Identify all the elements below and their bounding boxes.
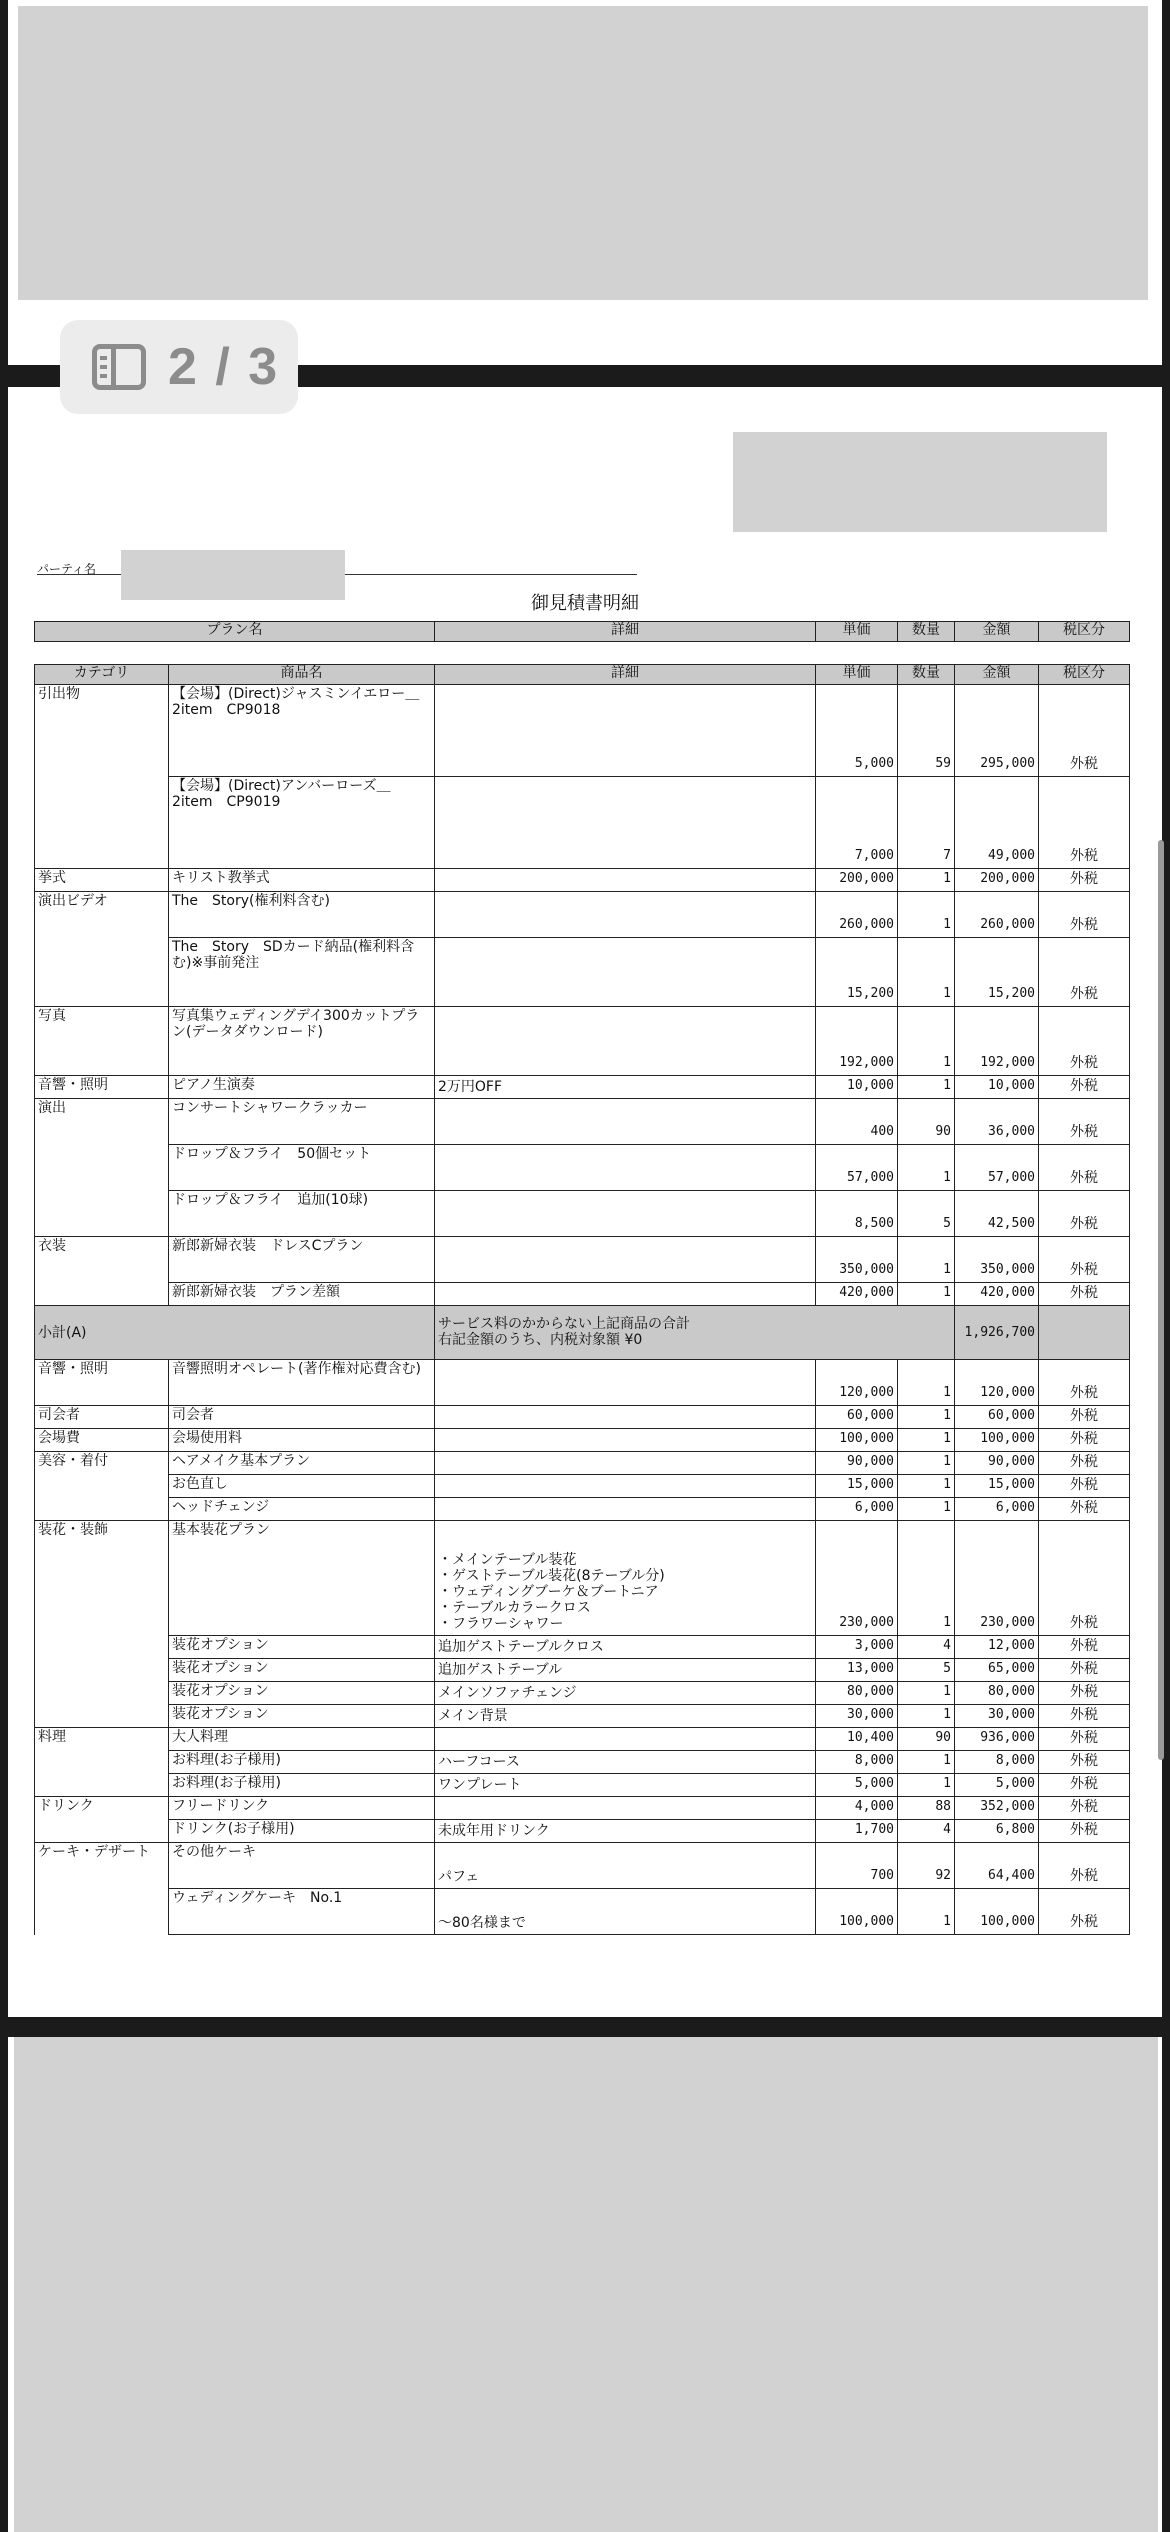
item-name-cell: コンサートシャワークラッカー — [169, 1099, 435, 1145]
plan-header-cell: 詳細 — [435, 622, 816, 642]
quantity-cell: 5 — [898, 1659, 955, 1682]
quantity-cell: 1 — [898, 1076, 955, 1099]
category-cell: ケーキ・デザート — [35, 1843, 169, 1889]
item-name-cell: 大人料理 — [169, 1728, 435, 1751]
sidebar-icon — [92, 344, 146, 390]
detail-cell: 未成年用ドリンク — [435, 1820, 816, 1843]
amount-cell: 6,000 — [955, 1498, 1039, 1521]
category-cell: 装花・装飾 — [35, 1521, 169, 1636]
tax-type-cell: 外税 — [1039, 1797, 1130, 1820]
category-cell: 引出物 — [35, 685, 169, 777]
unit-price-cell: 5,000 — [816, 1774, 898, 1797]
unit-price-cell: 80,000 — [816, 1682, 898, 1705]
amount-cell: 192,000 — [955, 1007, 1039, 1076]
table-row — [35, 1429, 1130, 1452]
table-row — [35, 1099, 1130, 1145]
category-cell: 音響・照明 — [35, 1360, 169, 1406]
redacted-area — [733, 432, 1107, 532]
table-row — [35, 1406, 1130, 1429]
table-row — [35, 1728, 1130, 1751]
table-row — [35, 1751, 1130, 1774]
category-cell: 料理 — [35, 1728, 169, 1751]
table-row — [35, 1145, 1130, 1191]
amount-cell: 6,800 — [955, 1820, 1039, 1843]
document-page — [8, 387, 1162, 2017]
quantity-cell: 1 — [898, 892, 955, 938]
detail-cell: 2万円OFF — [435, 1076, 816, 1099]
category-cell — [35, 1705, 169, 1728]
item-name-cell: 会場使用料 — [169, 1429, 435, 1452]
estimate-table — [34, 664, 1130, 1935]
tax-type-cell: 外税 — [1039, 1889, 1130, 1935]
unit-price-cell: 10,000 — [816, 1076, 898, 1099]
tax-type-cell: 外税 — [1039, 1475, 1130, 1498]
table-row — [35, 1682, 1130, 1705]
item-name-cell: お色直し — [169, 1475, 435, 1498]
item-name-cell: 新郎新婦衣装 プラン差額 — [169, 1283, 435, 1306]
amount-cell: 200,000 — [955, 869, 1039, 892]
table-row — [35, 1076, 1130, 1099]
quantity-cell: 1 — [898, 1145, 955, 1191]
amount-cell: 60,000 — [955, 1406, 1039, 1429]
category-cell: 写真 — [35, 1007, 169, 1076]
tax-type-cell: 外税 — [1039, 869, 1130, 892]
plan-header-cell: 金額 — [955, 622, 1039, 642]
table-row — [35, 1191, 1130, 1237]
plan-header-cell: プラン名 — [35, 622, 435, 642]
amount-cell: 120,000 — [955, 1360, 1039, 1406]
unit-price-cell: 5,000 — [816, 685, 898, 777]
category-cell — [35, 1659, 169, 1682]
table-row — [35, 1498, 1130, 1521]
unit-price-cell: 350,000 — [816, 1237, 898, 1283]
item-name-cell: 基本装花プラン — [169, 1521, 435, 1636]
tax-type-cell: 外税 — [1039, 1774, 1130, 1797]
unit-price-cell: 120,000 — [816, 1360, 898, 1406]
detail-cell — [435, 1145, 816, 1191]
tax-type-cell: 外税 — [1039, 1498, 1130, 1521]
unit-price-cell: 420,000 — [816, 1283, 898, 1306]
unit-price-cell: 8,500 — [816, 1191, 898, 1237]
amount-cell: 80,000 — [955, 1682, 1039, 1705]
table-row — [35, 1452, 1130, 1475]
tax-type-cell: 外税 — [1039, 1682, 1130, 1705]
unit-price-cell: 230,000 — [816, 1521, 898, 1636]
tax-type-cell: 外税 — [1039, 1636, 1130, 1659]
amount-cell: 230,000 — [955, 1521, 1039, 1636]
tax-type-cell: 外税 — [1039, 1145, 1130, 1191]
tax-type-cell: 外税 — [1039, 1705, 1130, 1728]
quantity-cell: 5 — [898, 1191, 955, 1237]
header-cell: 詳細 — [435, 665, 816, 685]
subtotal-label: 小計(A) — [35, 1306, 435, 1360]
tax-type-cell: 外税 — [1039, 1751, 1130, 1774]
detail-cell — [435, 892, 816, 938]
quantity-cell: 1 — [898, 1498, 955, 1521]
quantity-cell: 4 — [898, 1636, 955, 1659]
unit-price-cell: 192,000 — [816, 1007, 898, 1076]
unit-price-cell: 57,000 — [816, 1145, 898, 1191]
table-row — [35, 1659, 1130, 1682]
category-cell — [35, 1475, 169, 1498]
category-cell — [35, 1889, 169, 1935]
page-indicator[interactable] — [60, 320, 298, 414]
detail-cell: 追加ゲストテーブル — [435, 1659, 816, 1682]
tax-type-cell: 外税 — [1039, 1237, 1130, 1283]
detail-cell: ワンプレート — [435, 1774, 816, 1797]
amount-cell: 15,200 — [955, 938, 1039, 1007]
table-row — [35, 685, 1130, 777]
item-name-cell: 装花オプション — [169, 1682, 435, 1705]
item-name-cell: 音響照明オペレート(著作権対応費含む) — [169, 1360, 435, 1406]
category-cell: 司会者 — [35, 1406, 169, 1429]
item-name-cell: 装花オプション — [169, 1636, 435, 1659]
item-name-cell: ドロップ＆フライ 追加(10球) — [169, 1191, 435, 1237]
quantity-cell: 4 — [898, 1820, 955, 1843]
subtotal-amount: 1,926,700 — [955, 1306, 1039, 1360]
detail-cell: メインソファチェンジ — [435, 1682, 816, 1705]
category-cell: 会場費 — [35, 1429, 169, 1452]
quantity-cell: 1 — [898, 938, 955, 1007]
item-name-cell: 装花オプション — [169, 1659, 435, 1682]
detail-cell — [435, 938, 816, 1007]
amount-cell: 36,000 — [955, 1099, 1039, 1145]
unit-price-cell: 7,000 — [816, 777, 898, 869]
detail-cell — [435, 1283, 816, 1306]
tax-type-cell: 外税 — [1039, 1728, 1130, 1751]
tax-type-cell: 外税 — [1039, 1283, 1130, 1306]
unit-price-cell: 60,000 — [816, 1406, 898, 1429]
amount-cell: 260,000 — [955, 892, 1039, 938]
tax-type-cell: 外税 — [1039, 1360, 1130, 1406]
tax-type-cell: 外税 — [1039, 1191, 1130, 1237]
table-row — [35, 892, 1130, 938]
quantity-cell: 1 — [898, 1705, 955, 1728]
quantity-cell: 1 — [898, 1007, 955, 1076]
quantity-cell: 1 — [898, 869, 955, 892]
table-row — [35, 1889, 1130, 1935]
item-name-cell: The Story SDカード納品(権利料含む)※事前発注 — [169, 938, 435, 1007]
quantity-cell: 1 — [898, 1406, 955, 1429]
amount-cell: 15,000 — [955, 1475, 1039, 1498]
amount-cell: 12,000 — [955, 1636, 1039, 1659]
unit-price-cell: 4,000 — [816, 1797, 898, 1820]
quantity-cell: 1 — [898, 1751, 955, 1774]
detail-cell — [435, 1475, 816, 1498]
document-title: 御見積書明細 — [531, 593, 639, 614]
detail-cell: ハーフコース — [435, 1751, 816, 1774]
amount-cell: 65,000 — [955, 1659, 1039, 1682]
tax-type-cell: 外税 — [1039, 1076, 1130, 1099]
quantity-cell: 1 — [898, 1889, 955, 1935]
unit-price-cell: 260,000 — [816, 892, 898, 938]
category-cell — [35, 1636, 169, 1659]
tax-type-cell: 外税 — [1039, 1406, 1130, 1429]
category-cell: 美容・着付 — [35, 1452, 169, 1475]
amount-cell: 936,000 — [955, 1728, 1039, 1751]
quantity-cell: 1 — [898, 1521, 955, 1636]
quantity-cell: 7 — [898, 777, 955, 869]
amount-cell: 350,000 — [955, 1237, 1039, 1283]
tax-type-cell: 外税 — [1039, 1659, 1130, 1682]
tax-type-cell: 外税 — [1039, 938, 1130, 1007]
table-row — [35, 777, 1130, 869]
table-row — [35, 1636, 1130, 1659]
header-row — [35, 665, 1130, 685]
tax-type-cell: 外税 — [1039, 1429, 1130, 1452]
category-cell — [35, 1774, 169, 1797]
unit-price-cell: 30,000 — [816, 1705, 898, 1728]
item-name-cell: The Story(権利料含む) — [169, 892, 435, 938]
item-name-cell: 新郎新婦衣装 ドレスCプラン — [169, 1237, 435, 1283]
unit-price-cell: 6,000 — [816, 1498, 898, 1521]
amount-cell: 420,000 — [955, 1283, 1039, 1306]
subtotal-row — [35, 1306, 1130, 1360]
quantity-cell: 1 — [898, 1774, 955, 1797]
quantity-cell: 1 — [898, 1682, 955, 1705]
detail-cell — [435, 1099, 816, 1145]
amount-cell: 295,000 — [955, 685, 1039, 777]
header-cell: 税区分 — [1039, 665, 1130, 685]
amount-cell: 90,000 — [955, 1452, 1039, 1475]
detail-cell — [435, 869, 816, 892]
redacted-area — [18, 6, 1148, 300]
detail-cell — [435, 1191, 816, 1237]
item-name-cell: お料理(お子様用) — [169, 1774, 435, 1797]
item-name-cell: ドロップ＆フライ 50個セット — [169, 1145, 435, 1191]
header-cell: 数量 — [898, 665, 955, 685]
table-row — [35, 1007, 1130, 1076]
detail-cell — [435, 685, 816, 777]
category-cell — [35, 777, 169, 869]
category-cell: 音響・照明 — [35, 1076, 169, 1099]
tax-type-cell: 外税 — [1039, 777, 1130, 869]
unit-price-cell: 100,000 — [816, 1889, 898, 1935]
header-cell: 商品名 — [169, 665, 435, 685]
plan-header-cell: 税区分 — [1039, 622, 1130, 642]
unit-price-cell: 90,000 — [816, 1452, 898, 1475]
table-row — [35, 1774, 1130, 1797]
detail-cell — [435, 1237, 816, 1283]
amount-cell: 49,000 — [955, 777, 1039, 869]
plan-header-cell: 数量 — [898, 622, 955, 642]
item-name-cell: ウェディングケーキ No.1 — [169, 1889, 435, 1935]
table-row — [35, 938, 1130, 1007]
detail-cell — [435, 1498, 816, 1521]
item-name-cell: 写真集ウェディングデイ300カットプラン(データダウンロード) — [169, 1007, 435, 1076]
item-name-cell: ドリンク(お子様用) — [169, 1820, 435, 1843]
category-cell — [35, 1498, 169, 1521]
category-cell: 挙式 — [35, 869, 169, 892]
detail-cell — [435, 1007, 816, 1076]
header-cell: カテゴリ — [35, 665, 169, 685]
unit-price-cell: 400 — [816, 1099, 898, 1145]
item-name-cell: ヘアメイク基本プラン — [169, 1452, 435, 1475]
tax-type-cell: 外税 — [1039, 1099, 1130, 1145]
tax-type-cell: 外税 — [1039, 892, 1130, 938]
detail-cell — [435, 777, 816, 869]
amount-cell: 57,000 — [955, 1145, 1039, 1191]
category-cell: 演出ビデオ — [35, 892, 169, 938]
unit-price-cell: 15,000 — [816, 1475, 898, 1498]
item-name-cell: 【会場】(Direct)アンバーローズ＿2item CP9019 — [169, 777, 435, 869]
quantity-cell: 1 — [898, 1429, 955, 1452]
category-cell — [35, 1682, 169, 1705]
table-row — [35, 1283, 1130, 1306]
quantity-cell: 92 — [898, 1843, 955, 1889]
tax-type-cell: 外税 — [1039, 1007, 1130, 1076]
next-page — [8, 2037, 1162, 2532]
detail-cell: メイン背景 — [435, 1705, 816, 1728]
detail-cell: 追加ゲストテーブルクロス — [435, 1636, 816, 1659]
previous-page — [8, 0, 1162, 365]
unit-price-cell: 1,700 — [816, 1820, 898, 1843]
category-cell: ドリンク — [35, 1797, 169, 1820]
unit-price-cell: 200,000 — [816, 869, 898, 892]
table-row — [35, 1360, 1130, 1406]
table-row — [35, 1820, 1130, 1843]
detail-cell — [435, 1728, 816, 1751]
detail-cell: ・メインテーブル装花 ・ゲストテーブル装花(8テーブル分) ・ウェディングブーケ＆ブートニア ・テーブルカラークロス ・フラワーシャワー — [435, 1521, 816, 1636]
detail-cell — [435, 1406, 816, 1429]
header-cell: 金額 — [955, 665, 1039, 685]
amount-cell: 10,000 — [955, 1076, 1039, 1099]
category-cell — [35, 1191, 169, 1237]
tax-type-cell: 外税 — [1039, 1843, 1130, 1889]
table-row — [35, 869, 1130, 892]
header-cell: 単価 — [816, 665, 898, 685]
plan-table — [34, 621, 1130, 642]
item-name-cell: 【会場】(Direct)ジャスミンイエロー＿2item CP9018 — [169, 685, 435, 777]
detail-cell — [435, 1452, 816, 1475]
item-name-cell: キリスト教挙式 — [169, 869, 435, 892]
item-name-cell: フリードリンク — [169, 1797, 435, 1820]
detail-cell — [435, 1429, 816, 1452]
detail-cell: 〜80名様まで — [435, 1889, 816, 1935]
quantity-cell: 1 — [898, 1452, 955, 1475]
category-cell — [35, 1283, 169, 1306]
subtotal-tax-cell — [1039, 1306, 1130, 1360]
amount-cell: 64,400 — [955, 1843, 1039, 1889]
unit-price-cell: 700 — [816, 1843, 898, 1889]
quantity-cell: 1 — [898, 1283, 955, 1306]
amount-cell: 100,000 — [955, 1429, 1039, 1452]
tax-type-cell: 外税 — [1039, 1452, 1130, 1475]
scrollbar[interactable] — [1158, 840, 1164, 1760]
table-row — [35, 1475, 1130, 1498]
page-count: 2 / 3 — [168, 338, 280, 396]
unit-price-cell: 3,000 — [816, 1636, 898, 1659]
plan-header-cell: 単価 — [816, 622, 898, 642]
quantity-cell: 1 — [898, 1360, 955, 1406]
category-cell — [35, 938, 169, 1007]
item-name-cell: ピアノ生演奏 — [169, 1076, 435, 1099]
amount-cell: 100,000 — [955, 1889, 1039, 1935]
detail-cell: パフェ — [435, 1843, 816, 1889]
category-cell: 演出 — [35, 1099, 169, 1145]
amount-cell: 5,000 — [955, 1774, 1039, 1797]
amount-cell: 42,500 — [955, 1191, 1039, 1237]
amount-cell: 352,000 — [955, 1797, 1039, 1820]
amount-cell: 8,000 — [955, 1751, 1039, 1774]
category-cell — [35, 1751, 169, 1774]
unit-price-cell: 100,000 — [816, 1429, 898, 1452]
subtotal-note: サービス料のかからない上記商品の合計 右記金額のうち、内税対象額 ¥0 — [435, 1306, 955, 1360]
unit-price-cell: 15,200 — [816, 938, 898, 1007]
table-row — [35, 1521, 1130, 1636]
table-row — [35, 1237, 1130, 1283]
tax-type-cell: 外税 — [1039, 685, 1130, 777]
unit-price-cell: 8,000 — [816, 1751, 898, 1774]
redacted-area — [14, 2037, 1158, 2532]
item-name-cell: その他ケーキ — [169, 1843, 435, 1889]
detail-cell — [435, 1797, 816, 1820]
quantity-cell: 90 — [898, 1099, 955, 1145]
quantity-cell: 88 — [898, 1797, 955, 1820]
amount-cell: 30,000 — [955, 1705, 1039, 1728]
quantity-cell: 59 — [898, 685, 955, 777]
unit-price-cell: 10,400 — [816, 1728, 898, 1751]
item-name-cell: 装花オプション — [169, 1705, 435, 1728]
item-name-cell: お料理(お子様用) — [169, 1751, 435, 1774]
category-cell — [35, 1820, 169, 1843]
item-name-cell: ヘッドチェンジ — [169, 1498, 435, 1521]
tax-type-cell: 外税 — [1039, 1521, 1130, 1636]
quantity-cell: 90 — [898, 1728, 955, 1751]
table-row — [35, 1705, 1130, 1728]
tax-type-cell: 外税 — [1039, 1820, 1130, 1843]
category-cell — [35, 1145, 169, 1191]
quantity-cell: 1 — [898, 1475, 955, 1498]
category-cell: 衣装 — [35, 1237, 169, 1283]
unit-price-cell: 13,000 — [816, 1659, 898, 1682]
party-label: パーティ名 — [37, 562, 97, 576]
detail-cell — [435, 1360, 816, 1406]
table-row — [35, 1843, 1130, 1889]
item-name-cell: 司会者 — [169, 1406, 435, 1429]
table-row — [35, 1797, 1130, 1820]
quantity-cell: 1 — [898, 1237, 955, 1283]
